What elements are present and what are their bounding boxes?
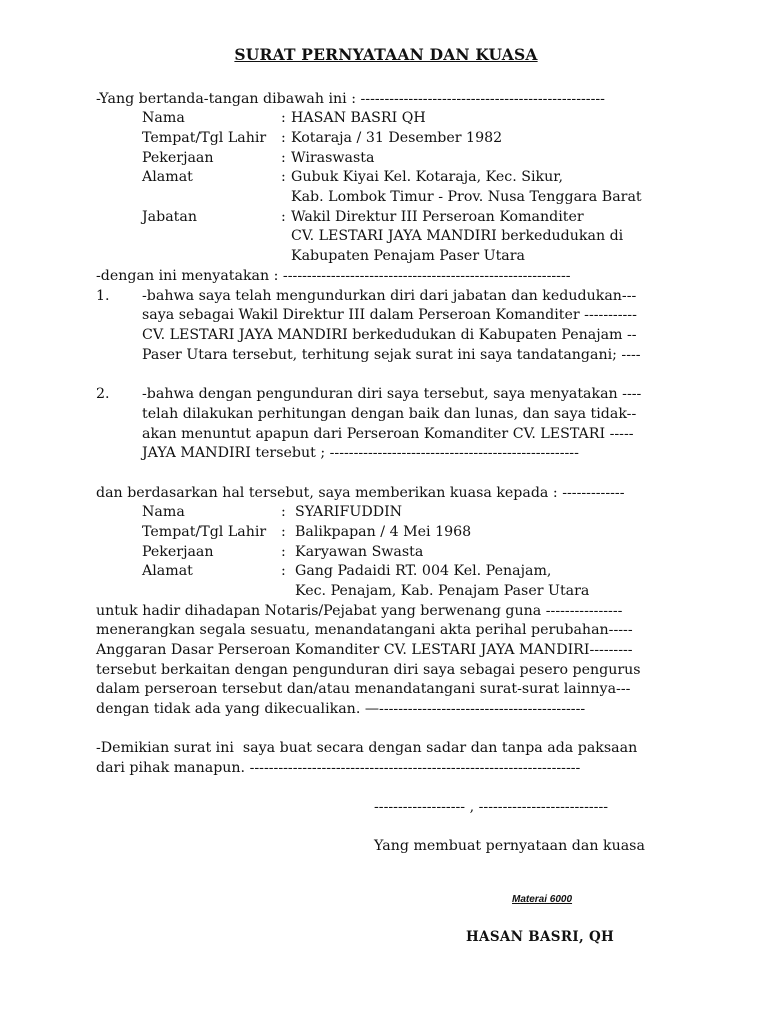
- colon: :: [281, 563, 286, 579]
- person1-alamat-label: Alamat: [142, 169, 193, 185]
- person2-pekerjaan-label: Pekerjaan: [142, 544, 214, 560]
- item2-line: akan menuntut apapun dari Perseroan Komanditer CV. LESTARI -----: [142, 426, 634, 442]
- colon: :: [281, 150, 286, 166]
- colon: :: [281, 130, 286, 146]
- colon: :: [281, 209, 286, 225]
- signer-caption: Yang membuat pernyataan dan kuasa: [374, 838, 645, 854]
- person2-ttl-label: Tempat/Tgl Lahir: [142, 524, 267, 540]
- person1-jabatan-value-2: CV. LESTARI JAYA MANDIRI berkedudukan di: [291, 228, 624, 244]
- item1-line: -bahwa saya telah mengundurkan diri dari jabatan dan kedudukan---: [142, 288, 637, 304]
- item-number: 2.: [96, 386, 110, 402]
- person1-jabatan-label: Jabatan: [142, 209, 197, 225]
- person1-pekerjaan-value: Wiraswasta: [291, 150, 375, 166]
- person1-nama-label: Nama: [142, 110, 185, 126]
- purpose-line: tersebut berkaitan dengan pengunduran diri saya sebagai pesero pengurus: [96, 662, 641, 678]
- person2-pekerjaan-value: Karyawan Swasta: [295, 544, 424, 560]
- kuasa-intro: dan berdasarkan hal tersebut, saya memberikan kuasa kepada : -------------: [96, 485, 625, 501]
- colon: :: [281, 110, 286, 126]
- purpose-line: dalam perseroan tersebut dan/atau menandatangani surat-surat lainnya---: [96, 681, 631, 697]
- purpose-line: Anggaran Dasar Perseroan Komanditer CV. LESTARI JAYA MANDIRI---------: [96, 642, 633, 658]
- materai-label: Materai 6000: [512, 894, 573, 905]
- purpose-line: untuk hadir dihadapan Notaris/Pejabat yang berwenang guna ----------------: [96, 603, 623, 619]
- item1-line: CV. LESTARI JAYA MANDIRI berkedudukan di Kabupaten Penajam --: [142, 327, 637, 343]
- person2-nama-value: SYARIFUDDIN: [295, 504, 403, 520]
- intro-line: -Yang bertanda-tangan dibawah ini : ---------------------------------------------------: [96, 91, 605, 107]
- document-title: SURAT PERNYATAAN DAN KUASA: [234, 45, 538, 64]
- person1-nama-value: HASAN BASRI QH: [291, 110, 426, 126]
- person2-nama-label: Nama: [142, 504, 185, 520]
- person1-ttl-label: Tempat/Tgl Lahir: [142, 130, 267, 146]
- person2-alamat-value-1: Gang Padaidi RT. 004 Kel. Penajam,: [295, 563, 552, 579]
- item1-line: Paser Utara tersebut, terhitung sejak surat ini saya tandatangani; ----: [142, 347, 641, 363]
- item2-line: telah dilakukan perhitungan dengan baik dan lunas, dan saya tidak--: [142, 406, 637, 422]
- statement-intro: -dengan ini menyatakan : ------------------------------------------------------------: [96, 268, 571, 284]
- person2-ttl-value: Balikpapan / 4 Mei 1968: [295, 524, 472, 540]
- colon: :: [281, 524, 286, 540]
- person1-alamat-value-2: Kab. Lombok Timur - Prov. Nusa Tenggara Barat: [291, 189, 642, 205]
- place-date-line: ------------------- , ---------------------------: [374, 799, 609, 815]
- person2-alamat-label: Alamat: [142, 563, 193, 579]
- purpose-line: menerangkan segala sesuatu, menandatangani akta perihal perubahan-----: [96, 622, 633, 638]
- person1-ttl-value: Kotaraja / 31 Desember 1982: [291, 130, 503, 146]
- person1-jabatan-value-1: Wakil Direktur III Perseroan Komanditer: [291, 209, 584, 225]
- closing-line: -Demikian surat ini saya buat secara dengan sadar dan tanpa ada paksaan: [96, 740, 638, 756]
- item-number: 1.: [96, 288, 110, 304]
- item2-line: -bahwa dengan pengunduran diri saya tersebut, saya menyatakan ----: [142, 386, 642, 402]
- item2-line: JAYA MANDIRI tersebut ; ----------------------------------------------------: [142, 445, 579, 461]
- colon: :: [281, 544, 286, 560]
- item1-line: saya sebagai Wakil Direktur III dalam Perseroan Komanditer -----------: [142, 307, 637, 323]
- person1-jabatan-value-3: Kabupaten Penajam Paser Utara: [291, 248, 525, 264]
- signer-name: HASAN BASRI, QH: [466, 929, 615, 945]
- purpose-line: dengan tidak ada yang dikecualikan. —-------------------------------------------: [96, 701, 586, 717]
- closing-line: dari pihak manapun. ---------------------------------------------------------------------: [96, 760, 581, 776]
- person1-alamat-value-1: Gubuk Kiyai Kel. Kotaraja, Kec. Sikur,: [291, 169, 563, 185]
- colon: :: [281, 504, 286, 520]
- person2-alamat-value-2: Kec. Penajam, Kab. Penajam Paser Utara: [295, 583, 590, 599]
- person1-pekerjaan-label: Pekerjaan: [142, 150, 214, 166]
- colon: :: [281, 169, 286, 185]
